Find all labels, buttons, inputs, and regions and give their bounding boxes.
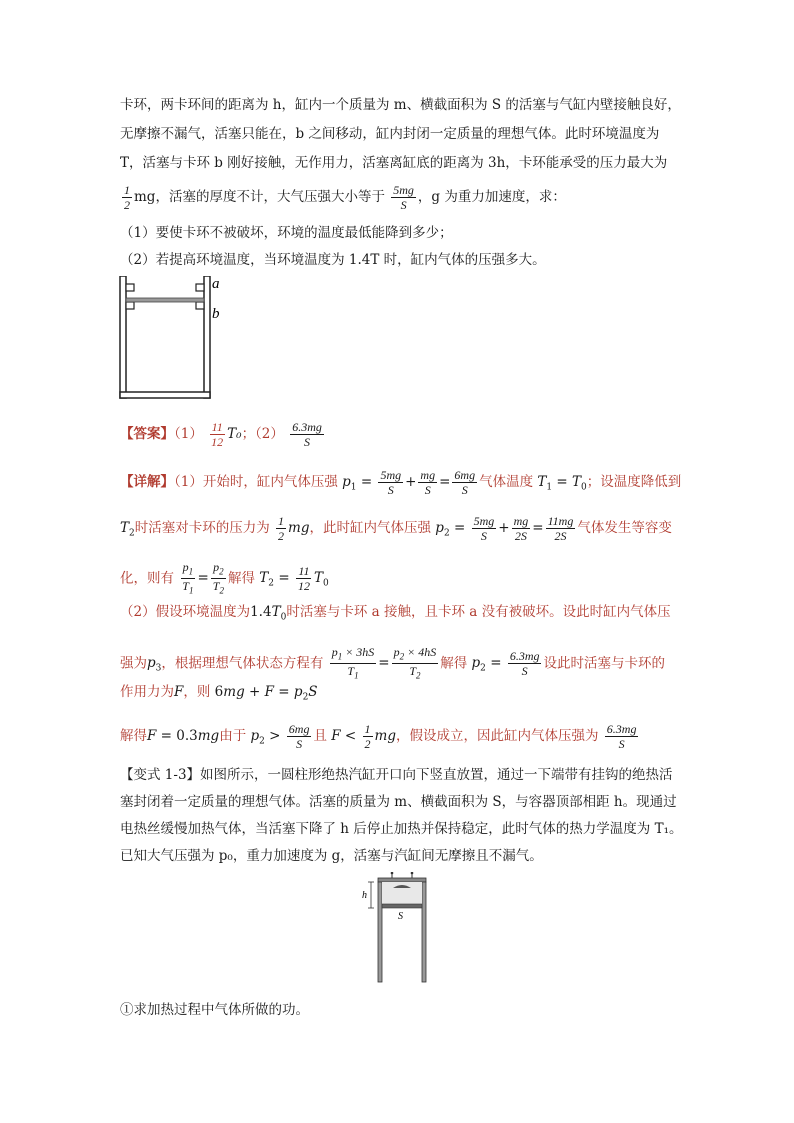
variant-line-2: 塞封闭着一定质量的理想气体。活塞的质量为 m、横截面积为 S，与容器顶部相距 h。现通过 (120, 794, 677, 810)
cylinder-figure-2 (360, 872, 440, 984)
problem-line-3: T，活塞与卡环 b 刚好接触，无作用力，活塞离缸底的距离为 3h，卡环能承受的压力最大为 (120, 155, 668, 171)
detail-tag: 【详解】 (120, 474, 174, 490)
label-b: b (212, 306, 220, 322)
detail-line-2: $T_2$时活塞对卡环的压力为 $\frac{1}{2}$ mg，此时缸内气体压强 $p_2$ = $\frac{5mg}{S}$ + $\frac{mg}{2S}$ = $\frac{11mg}{2S}$ 气体发生等容变 (120, 514, 672, 543)
variant-question-1: ①求加热过程中气体所做的功。 (120, 1002, 309, 1018)
question-1: （1）要使卡环不被破坏，环境的温度最低能降到多少； (120, 225, 453, 241)
variant-line-4: 已知大气压强为 p₀，重力加速度为 g，活塞与汽缸间无摩擦且不漏气。 (120, 848, 543, 864)
cylinder-figure-1 (112, 276, 232, 402)
detail-line-4: （2）假设环境温度为$1.4T_0$时活塞与卡环 a 接触，且卡环 a 没有被破坏。设此时缸内气体压 (120, 604, 671, 623)
label-S: S (398, 911, 403, 922)
problem-line-4: $\frac{1}{2}$ mg，活塞的厚度不计，大气压强大小等于 $\frac{5mg}{S}$ ，g 为重力加速度，求： (124, 183, 566, 212)
detail-line-1: 【详解】（1）开始时，缸内气体压强 $p_1$ = $\frac{5mg}{S}$ + $\frac{mg}{S}$ = $\frac{6mg}{S}$ 气体温度 $T_1 = T_0$；设温度降低到 (120, 468, 682, 497)
problem-line-4-text: mg，活塞的厚度不计，大气压强大小等于 (134, 189, 385, 205)
question-2: （2）若提高环境温度，当环境温度为 1.4T 时，缸内气体的压强多大。 (120, 252, 546, 268)
detail-line-7: 解得F = 0.3mg由于 $p_2$ > $\frac{6mg}{S}$ 且 F < $\frac{1}{2}$ mg，假设成立，因此缸内气体压强为 $\frac{6.3mg}{S}$ (120, 722, 637, 751)
detail-line-5: 强为$p_3$，根据理想气体状态方程有 $\frac{p_1 \times 3hS}{T_1}$ = $\frac{p_2 \times 4hS}{T_2}$ 解得 $p_2$ = $\frac{6.3mg}{S}$ 设此时活塞与卡环的 (120, 645, 665, 681)
variant-line-3: 电热丝缓慢加热气体，当活塞下降了 h 后停止加热并保持稳定，此时气体的热力学温度为 T₁。 (120, 821, 683, 837)
detail-line-6: 作用力为F，则 $6mg + F = p_2S$ (120, 684, 318, 703)
answer-line: 【答案】（1） $\frac{11}{12}$ T₀；（2） $\frac{6.3mg}{S}$ (120, 420, 322, 449)
label-a: a (212, 276, 220, 292)
problem-line-1: 卡环，两卡环间的距离为 h，缸内一个质量为 m、横截面积为 S 的活塞与气缸内壁接触良好， (120, 97, 681, 113)
variant-line-1: 【变式 1-3】如图所示，一圆柱形绝热汽缸开口向下竖直放置，通过一下端带有挂钩的绝热活 (120, 767, 673, 783)
answer-tag: 【答案】 (120, 426, 174, 442)
problem-line-2: 无摩擦不漏气，活塞只能在，b 之间移动，缸内封闭一定质量的理想气体。此时环境温度为 (120, 126, 660, 142)
problem-line-4-tail: ，g 为重力加速度，求： (417, 189, 566, 205)
detail-line-3: 化，则有 $\frac{p_1}{T_1}$ = $\frac{p_2}{T_2}$ 解得 $T_2$ = $\frac{11}{12}$ $T_0$ (120, 560, 329, 596)
label-h: h (362, 890, 367, 901)
